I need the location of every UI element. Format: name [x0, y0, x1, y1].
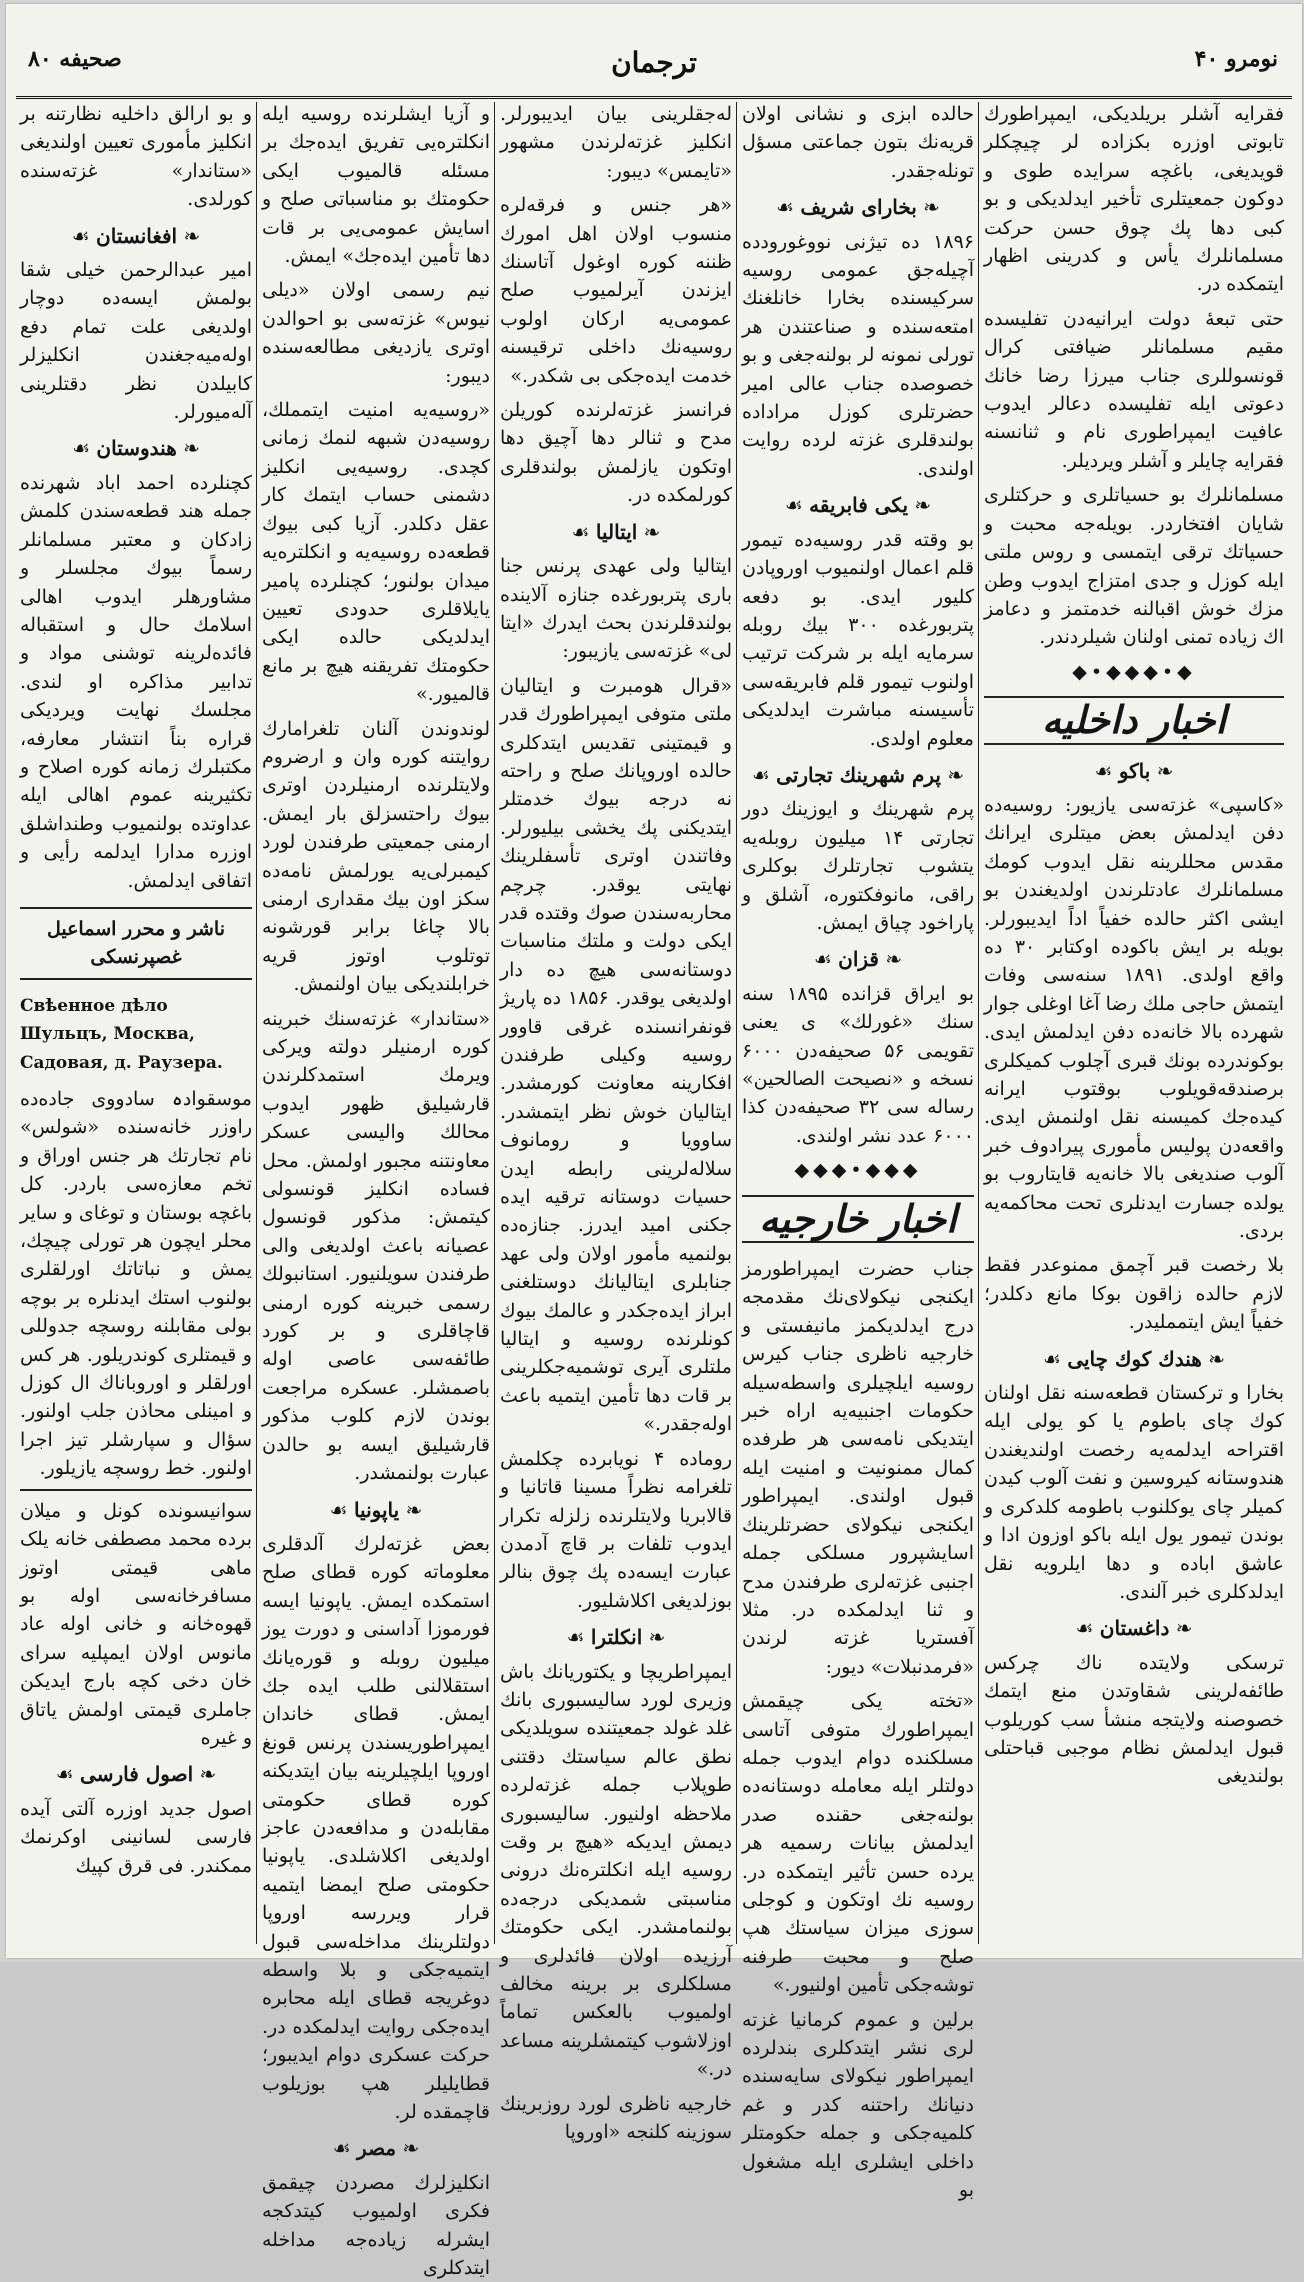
- column-4: [742, 100, 975, 2202]
- article-paragraph: ترسکی ولایتده ناك چرکس طائفه‌لرینی شقاوتدن منع ایتمك خصوصنه ولایتجه منشأ سب کوریلوب قبول ایدلمش نظام موجبی قباحتلی بولندیغی: [984, 1651, 1284, 1788]
- subheading-baku: ❧ باكو ☙: [1094, 758, 1174, 783]
- article-paragraph: روماده ۴ نویابرده چکلمش تلغرامه نظراً مسینا قاتانیا و قالابریا ولایتلرنده زلزله تکرار ایدوب تلفات بر قاچ آدمدن عبارت ایسه‌ده پك چوق بنالر بوزلدیغی اکلاشلیور.: [500, 1447, 732, 1612]
- article-paragraph: جناب حضرت ایمپراطورمز ایکنجی نیکولای‌نك مقدمجه درج ایدلدیکمز مانیفستی و خارجیه ناظری جناب کیرس روسیه ایلچیلری واسطه‌سیله حکومات اجنبیه‌یه اراه خبر ایتدیکی نامه‌سی هر طرفده کمال ممنونیت و امنیت ایله قبول اولندی. ایمپراطور ایکنجی نیکولای حضرتلرینك اسایشپرور مسلکی جمله اجنبی غزته‌لری طرفندن مدح و ثنا ایدلمکده در. مثلا آفستریا غزته لرندن «فرمدنبلات» دیور:: [742, 1258, 974, 1678]
- newspaper-page: [6, 4, 1302, 2280]
- subheading-perm-trade: ❧ پرم شهرینك تجارتی ☙: [751, 762, 965, 787]
- subheading-egypt: ❧ مصر ☙: [332, 2136, 420, 2161]
- article-paragraph: و آزیا ایشلرنده روسیه ایله انکلتره‌یی تفریق ایده‌جك بر مسئله قالمیوب ایکی حکومتك بو مناسباتی صلح و اسایش عمومی‌یی بر قات دها تأمین ایده‌جك» ایمش.: [262, 103, 490, 268]
- subheading-bukhara: ❧ بخارای شریف ☙: [776, 195, 940, 220]
- advertisement-persian-title: ❧ اصول فارسی ☙: [55, 1762, 217, 1787]
- article-paragraph: بخارا و ترکستان قطعه‌سنه نقل اولنان کوك چای باطوم یا کو یولی ایله اقتراحه ایدلمه‌یه رخصت اولندیغندن هندوستانه کیروسین و نفت آلوب کیدن کمیلر چای یوکلنوب باطومه کلدکری و بوندن تیمور یول ایله باکو اوزون ادا و عاشق اباده و دها ایلرویه نقل ایدلدکلری خبر آلندی.: [984, 1382, 1284, 1603]
- article-paragraph: بعض غزته‌لرك آلدقلری معلوماته کوره قطای صلح استمکده ایمش. یاپونیا ایسه فورموزا آداسنی و دورت یوز میلیون روبله و قوره‌یانك استقلالنی طلب ایده جك ایمش. قطای خاندان ایمپراطوریسندن پرنس قونغ اوروپا ایلچیلرینه بیان ایتدیکنه کوره قطای حکومتی مقابله‌دن و مدافعه‌دن عاجز اولدیغی اکلاشلدی. یاپونیا حکومتی صلح ایمضا ایتمیه قرار ویررسه اوروپا دولتلرینك مداخله‌سی قبول ایتمیه‌جکی و بلا واسطه دوغریجه قطای ایله محابره ایده‌جکی روایت ایدلمکده در. حرکت عسکری دوام ایدیبور؛ قطایلیلر هپ بوزیلوب قاچمقده لر.: [262, 1532, 490, 2124]
- article-paragraph: «ستاندار» غزته‌سنك خبرینه کوره ارمنیلر دولته ویرکی ویرمك استمدکلرندن قارشیلیق ظهور ایدوب محالك والیسی عسکر معاونتنه مجبور اولمش. محل فساده انکلیز قونسولی کیتمش: مذکور قونسول عصیانه باعث اولدیغی والی طرفندن سویلنیور. استانبولك رسمی خبرینه کوره ارمنی قاچاقلری و بر کورد طائفه‌سی عاصی اوله باصمشلر. عسکره مراجعت بوندن لازم کلوب مذکور قارشیلیق ایسه بو حالدن عبارت بولنمشدر.: [262, 1007, 490, 1485]
- subheading-indian-tea: ❧ هندك كوك چایی ☙: [1043, 1346, 1225, 1371]
- column-rule: [256, 102, 257, 1944]
- article-paragraph: «کاسپی» غزته‌سی یازیور: روسیه‌ده دفن ایدلمش بعض میتلری ایرانك مقدس محللرینه نقل ایدوب کومك مسلمانلرك عادتلرندن اولدیغندن بو ایشی اکثر حالده خفیاً اداً ایدیبورلر. بویله بر ایش باکوده اوکتابر ۳۰ ده واقع اولدی. ۱۸۹۱ سنه‌سی وفات ایتمش حاجی ملك رضا آغا اوغلی جوار شهرده بالا خانه‌ده دفن ایدلمش ایدی. بوکوندرده بونك قبری آچلوب کمیکلری برصندقه‌قویلوب بوقتوب ایرانه کیده‌جك کمیسنه نقل اولنمش ایدی. واقعه‌دن پولیس مأموری پیرادوف خبر آلوب صندیغی بالا خانه‌یه قایتاروب بو یولده جسارت ایدنلری تحت محاکمه‌یه بردی.: [984, 793, 1285, 1243]
- subheading-kazan: ❧ قزان ☙: [813, 947, 903, 972]
- article-paragraph: «روسیه‌یه امنیت ایتمملك، روسیه‌دن شبهه لنمك زمانی کچدی. روسیه‌یی انکلیز دشمنی حساب ایتمك کار عقل دکلدر. آزیا کبی بیوك قطعه‌ده روسیه‌یه و انکلتره‌یه میدان بولنور؛ کچنلرده پامیر یایلاقلری حدودی تعیین ایدلدیکی حالده ایکی حکومتك تفریقنه هیچ بر مانع قالمیور.»: [262, 399, 490, 706]
- article-paragraph: امیر عبدالرحمن خیلی شقا بولمش ایسه‌ده دوچار اولدیغی علت تمام دفع اوله‌میه‌جغندن انکلیزلر کابیلدن نظر دقتلرینی آله‌میورلر.: [20, 259, 252, 424]
- column-1: [20, 100, 252, 1948]
- page-number: صحیفه ۸۰: [28, 46, 122, 72]
- subheading-japan: ❧ یاپونیا ☙: [329, 1497, 423, 1522]
- section-heading-domestic-news: اخبار داخلیه: [984, 696, 1284, 744]
- article-paragraph: فقرایه آشلر بریلدیکی، ایمپراطورك تابوتی اوزره بکزاده لر چیچکلر قویدیغی، باغچه سرایده طوی و دوکون جمعیتلری تأخیر ایدلدیکی و بو کبی دها پك چوق حسن حرکت مسلمانلرك یأس و کدرینی اظهار ایتمکده در.: [984, 103, 1284, 296]
- russian-notice: Свѣенное дѣло Шульцъ, Москва, Садовая, д. Раузера.: [20, 995, 223, 1073]
- article-paragraph: «تخته یکی چیقمش ایمپراطورك متوفی آتاسی مسلکنده دوام ایدوب جمله دولتلر ایله معامله دوستانه‌ده بولنه‌جغی حقنده صدر ایدلمش بیانات رسمیه هر یرده حسن تأثیر ایتمکده در. روسیه نك اوتکون و کوجلی سوزی میزان سیاستك هپ صلح و محبت طرفنه توشه‌جکی تأمین اولنیور.»: [742, 1690, 974, 1997]
- section-heading-foreign-news: اخبار خارجیه: [742, 1195, 974, 1243]
- column-rule: [494, 102, 495, 1944]
- article-paragraph: خارجیه ناظری لورد روزبرینك سوزینه کلنجه «اوروپا: [500, 2092, 732, 2144]
- article-paragraph: انکلیزلرك مصردن چیقمق فکری اولمیوب کیتدکجه ایشرله زیاده‌جه مداخله ایتدکلری: [262, 2171, 490, 2280]
- advertisement-persian: اصول جدید اوزره آلتی آیده فارسی لسانینی اوکرنمك ممکندر. فی قرق کپیك: [20, 1797, 252, 1877]
- article-paragraph: لوندوندن آلنان تلغرامارك روایتنه کوره وان و ارضروم ولایتلرنده ارمنیلردن اوتری بیوك راحتسزلق بار ایمش. ارمنی جمعیتی طرفندن لورد کیمبرلی‌یه یورلمش نامه‌ده سکز اون بیك مقداری ارمنی بالا چاغا برابر قورشونه توتلوب اوتوز قریه خرابلندیکی بیان اولنمش.: [262, 717, 490, 996]
- subheading-dagestan: ❧ داغستان ☙: [1075, 1616, 1193, 1641]
- subheading-afghanistan: ❧ افغانستان ☙: [71, 223, 201, 248]
- column-rule: [736, 102, 737, 1944]
- article-paragraph: پرم شهرینك و ایوزینك دور تجارتی ۱۴ میلیون روبله‌یه یتشوب تجارتلرك بوکلری راقی، مانوفکتوره، آشلق و پاراخود چیاق ایمش.: [742, 798, 975, 934]
- subheading-new-factory: ❧ یکی فابریقه ☙: [784, 493, 932, 518]
- column-5: [984, 100, 1284, 1948]
- article-paragraph: بو وقته قدر روسیه‌ده تیمور قلم اعمال اولنمیوب اوروپادن کلیور ایدی. بو دفعه پتربورغده ۳۰۰ بیك روبله سرمایه ایله بر شرکت ترتیب اولنوب تیمور قلم فابریقه‌سی تأسیسنه مباشرت ایدلدیکی معلوم اولدی.: [742, 528, 974, 750]
- newspaper-title: ترجمان: [611, 46, 697, 79]
- advertisement-hotel: سوانیسونده کونل و میلان برده محمد مصطفی خانه یلک ماهی قیمتی اوتوز مسافرخانه‌سی اوله بو قهوه‌خانه و خانی اوله عاد مانوس اولان ایمپلیه سرای خان دخی کچه بارج ایدیکن جاملری قیمتی اولمش یاتاق و غیره: [20, 1489, 252, 1753]
- subheading-italy: ❧ ایتالیا ☙: [571, 519, 661, 544]
- column-3: [500, 100, 732, 2144]
- article-paragraph: بلا رخصت قبر آچمق ممنوعدر فقط لازم حالده زاقون بوکا مانع دکلدر؛ خفیاً ایش ایتمملیدر.: [984, 1254, 1284, 1334]
- ornament-divider: ◆◆◆•◆◆◆: [794, 1159, 922, 1182]
- article-paragraph: ۱۸۹۶ ده تیژنی نووغورودده آچیله‌جق عمومی روسیه سرکیسنده بخارا خانلغنك امتعه‌سنده و صناعتندن هر تورلی نمونه لر بولنه‌جغی و بو خصوصده جناب عالی امیر حضرتلری کوزل مراداده بولندقلری غزته لرده روایت اولندی.: [742, 230, 974, 480]
- subheading-england: ❧ انکلترا ☙: [566, 1625, 666, 1650]
- article-paragraph: نیم رسمی اولان «دیلی نیوس» غزته‌سی بو احوالدن اوتری یازدیغی مطالعه‌سنده دیبور:: [262, 279, 490, 387]
- article-paragraph: حتی تبعهٔ دولت ایرانیه‌دن تفلیسده مقیم مسلمانلر ضیافتی کرال قونسوللری جناب میرزا رضا خانك دعوتی ایله تفلیسده دعالر ایدوب عافیت ایمپراطوری نام و ثنانسنه فقرایه چایلر و آشلر ویردیلر.: [984, 307, 1284, 472]
- article-paragraph: ایتالیا ولی عهدی پرنس جنا باری پتربورغده جنازه آلاینده بولندقلرندن بحث ایدرك «ایتا لی» غزته‌سی یازیبور:: [500, 555, 732, 663]
- article-paragraph: حالده ابزی و نشانی اولان قریه‌نك بتون جماعتی مسؤل تونله‌جقدر.: [742, 103, 974, 182]
- article-paragraph: ایمپراطریچا و یکتوریانك باش وزیری لورد سالیسبوری بانك غلد غولد جمعیتنده سویلدیکی نطق عالم سیاستك دقتنی طوپلاب جمله غزته‌لرده ملاحظه اولنیور. سالیسبوری دیمش ایدیکه «هیچ بر وقت روسیه ایله انکلتره‌نك درونی مناسبتی شمدیکی درجه‌ده بولنمامشدر. ایکی حکومتك آرزیده اولان فائدلری و مسلکلری بر برینه مخالف اولمیوب بالعکس تماماً اوزلاشوب کیتمشلرینه مساعد در.»: [500, 1660, 732, 2081]
- article-paragraph: فرانسز غزته‌لرنده کوریلن مدح و ثنالر دها آچیق دها اوتکون یازلمش بولندقلری کورلمکده در.: [500, 399, 732, 507]
- article-paragraph: مسلمانلرك بو حسیاتلری و حرکتلری شایان افتخاردر. بویله‌جه محبت و حسیاتك ترقی ایتمسی و روس ملتی ایله کوزل و جدی امتزاج ایدوب وطن مزك خوش اقبالنه خدمتمز و دعامز اك زیاده تمنی اولنان شیلردندر.: [984, 484, 1284, 649]
- article-paragraph: بو ایراق قزانده ۱۸۹۵ سنه سنك «غورلك» ی یعنی تقویمی ۵۶ صحیفه‌دن ۶۰۰۰ نسخه و «نصیحت الصالحین» رساله سی ۳۲ صحیفه‌دن کذا ۶۰۰۰ عدد نشر اولندی.: [742, 982, 974, 1147]
- column-2: [262, 100, 490, 2280]
- article-paragraph: «هر جنس و فرقه‌لره منسوب اولان اهل امورك ظننه کوره اوغول آتاسنك ایزندن آیرلمیوب صلح عمومی‌یه ارکان اولوب روسیه‌نك داخلی ترقیسنه خدمت ایده‌جکی بی شکدر.»: [500, 194, 732, 387]
- article-paragraph: «قرال هومبرت و ایتالیان ملتی متوفی ایمپراطورك قدر و قیمتینی تقدیس ایتدکلری حالده اوروپانك صلح و راحته نه درجه بیوك خدمتلر ایتدیکنی پك یخشی بیلیورلر. وفاتندن اوتری تأسفلرینك نهایتی یوقدر. چرچم محاربه‌سندن صوك وقتده قدر ایکی دولت و ملتك مناسبات دوستانه‌سی هیچ ده دار اولدیغی یوقدر. ۱۸۵۶ ده پاریژ قونفرانسنده غرقی قاوور روسیه وکیلی طرفندن افکارینه معاونت کورمشدر. ایتالیان خوش نظر ایتمشدر. ساوویا و رومانوف سلاله‌لرینی رابطه ایدن حسیات دوستانه ترقیه ایده جکنی امید ایدرز. جنازه‌ده بولنمیه مأمور اولان ولی عهد جنابلری ایتالیانك دوستلغنی ابراز ایده‌جکدر و عالمك بیوك کونلرنده روسیه و ایتالیا ملتلری آیری توشمیه‌جکلرینی بر قات دها تأمین ایتمیه باعث اوله‌جقدر.»: [500, 674, 732, 1436]
- article-paragraph: و بو ارالق داخلیه نظارتنه بر انکلیز مأموری تعیین اولندیغی «ستاندار» غزته‌سنده کورلدی.: [20, 103, 252, 211]
- article-paragraph: له‌جقلرینی بیان ایدیبورلر. انکلیز غزته‌لرندن مشهور «تایمس» دیبور:: [500, 103, 732, 182]
- subheading-india: ❧ هندوستان ☙: [72, 436, 200, 461]
- issue-number: نومرو ۴۰: [1194, 46, 1278, 72]
- ornament-divider: ◆•◆◆◆•◆: [1072, 660, 1196, 683]
- publisher-imprint: ناشر و محرر اسماعیل غصپرنسکی: [20, 907, 252, 980]
- masthead: [16, 34, 1292, 99]
- article-paragraph: برلین و عموم کرمانیا غزته لری نشر ایتدکلری بندلرده ایمپراطور نیکولای سایه‌سنده دنیانك راحتنه کدر و غم کلمیه‌جکی و جمله حکومتلر داخلی ایشلری ایله مشغول بو: [742, 2008, 974, 2202]
- column-rule: [978, 102, 979, 1944]
- advertisement-seeds: موسقوادہ سادووی جاده‌ده راوزر خانه‌سنده «شولس» نام تجارتك هر جنس اوراق و تخم معازه‌سی باردر. کل باغچه بوستان و توغای و سایر محلر ایچون هر تورلی چیچك، یمش و نباتاتك اورلقلری بولنوب استك ایدنلره بر بوچه بولی مقابلنه روسچه جدوللی و قیمتلری کوندریلور. هر کس اورلقلر و اوروباناك ال کوزل و امینلی محاذن جلب اولنور. سؤال و سپارشلر تیز اجرا اولنور. خط روسچه یازیلور.: [20, 1088, 252, 1480]
- article-paragraph: کچنلرده احمد اباد شهرنده جمله هند قطعه‌سندن کلمش زادکان و معتبر مسلمانلر رسماً بیوك مجلسلر و مشاورهلر ایدوب اهالی اسلامك حال و استقباله فائده‌لرینه توشنی مواد و تدابیر مذاکره او لندی. مجلسك نهایت ویردیکی قراره بناً انتشار معارفه، مکتبلرك زمانه کوره اصلاح و تکثیرینه عموم اهالی ایله عداوتده بولنمیوب وطنداشلق اوزره مدارا ایدلمه رأیی و اتفاقی ایدلمش.: [20, 471, 252, 892]
